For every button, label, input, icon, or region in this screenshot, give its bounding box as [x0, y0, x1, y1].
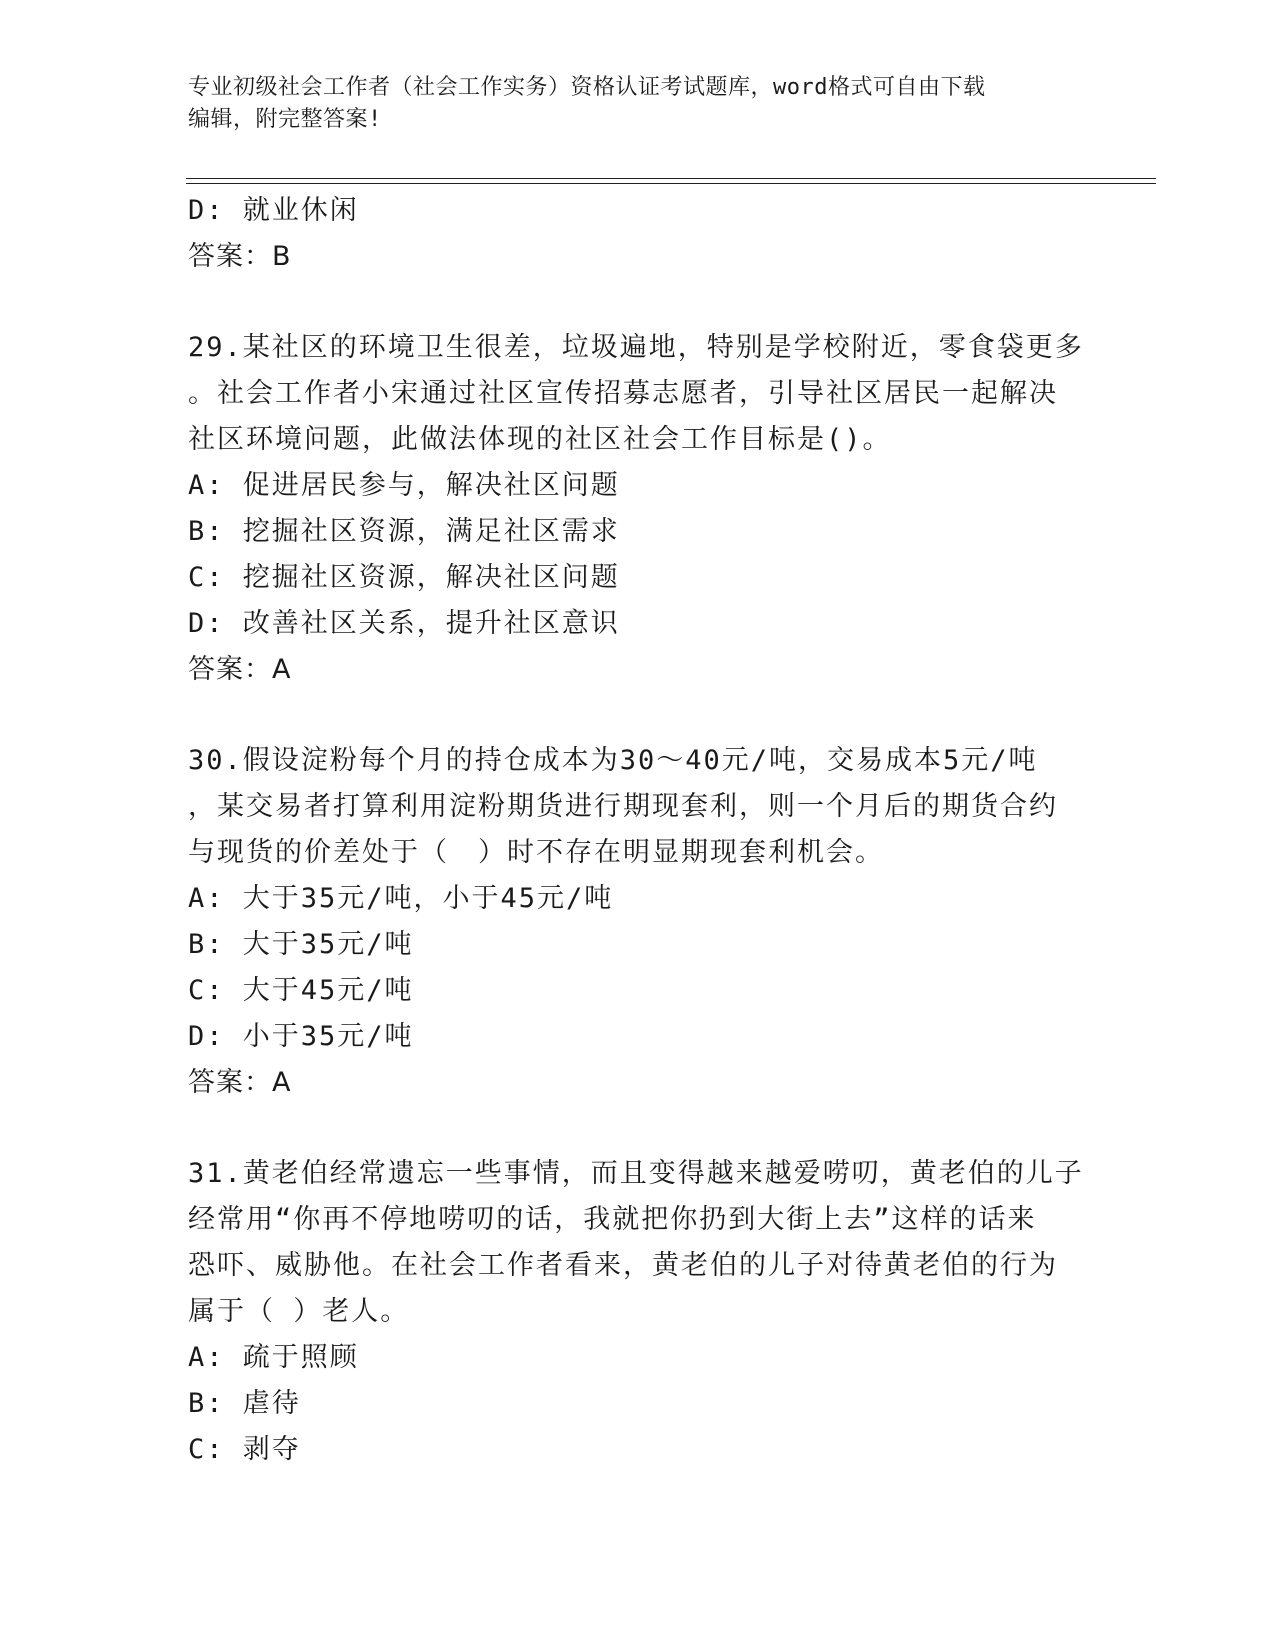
header-divider-bottom: [186, 183, 1156, 184]
q31-stem-line-3: 恐吓、威胁他。在社会工作者看来，黄老伯的儿子对待黄老伯的行为: [188, 1250, 1058, 1281]
q31-option-c: C: 剥夺: [188, 1434, 301, 1465]
header-divider-top: [186, 178, 1156, 179]
q30-option-c: C: 大于45元/吨: [188, 975, 414, 1006]
header-line-2: 编辑，附完整答案!: [188, 107, 382, 132]
document-body: [188, 188, 1088, 1473]
q29-option-a: A: 促进居民参与，解决社区问题: [188, 470, 620, 501]
question-29: [188, 325, 1088, 693]
spacer: [188, 280, 1088, 325]
q29-option-d: D: 改善社区关系，提升社区意识: [188, 608, 620, 639]
q30-stem-line-3: 与现货的价差处于（ ）时不存在明显期现套利机会。: [188, 837, 884, 868]
q31-stem-line-4: 属于（ ）老人。: [188, 1296, 410, 1327]
q29-stem-line-1: 29.某社区的环境卫生很差，垃圾遍地，特别是学校附近，零食袋更多: [188, 332, 1084, 363]
q29-answer: 答案：A: [188, 654, 292, 685]
q29-stem-line-2: 。社会工作者小宋通过社区宣传招募志愿者，引导社区居民一起解决: [188, 378, 1058, 409]
q29-stem-line-3: 社区环境问题，此做法体现的社区社会工作目标是()。: [188, 424, 892, 455]
question-31: [188, 1151, 1088, 1473]
q29-option-c: C: 挖掘社区资源，解决社区问题: [188, 562, 620, 593]
q29-option-b: B: 挖掘社区资源，满足社区需求: [188, 516, 620, 547]
q30-option-d: D: 小于35元/吨: [188, 1021, 414, 1052]
q30-option-b: B: 大于35元/吨: [188, 929, 414, 960]
spacer: [188, 1106, 1088, 1151]
header-line-1: 专业初级社会工作者（社会工作实务）资格认证考试题库，word格式可自由下载: [188, 75, 986, 100]
q30-stem-line-2: ，某交易者打算利用淀粉期货进行期现套利，则一个月后的期货合约: [188, 791, 1058, 822]
q31-option-b: B: 虐待: [188, 1388, 301, 1419]
spacer: [188, 693, 1088, 738]
q31-option-a: A: 疏于照顾: [188, 1342, 359, 1373]
q31-stem-line-1: 31.黄老伯经常遗忘一些事情，而且变得越来越爱唠叨，黄老伯的儿子: [188, 1158, 1084, 1189]
q30-option-a: A: 大于35元/吨，小于45元/吨: [188, 883, 614, 914]
q31-stem-line-2: 经常用“你再不停地唠叨的话，我就把你扔到大街上去”这样的话来: [188, 1204, 1037, 1235]
document-header: [188, 72, 1088, 136]
q28-option-d: D: 就业休闲: [188, 195, 359, 226]
question-28: [188, 188, 1088, 280]
question-30: [188, 738, 1088, 1106]
q30-stem-line-1: 30.假设淀粉每个月的持仓成本为30～40元/吨，交易成本5元/吨: [188, 745, 1038, 776]
q28-answer: 答案：B: [188, 241, 292, 272]
q30-answer: 答案：A: [188, 1067, 292, 1098]
